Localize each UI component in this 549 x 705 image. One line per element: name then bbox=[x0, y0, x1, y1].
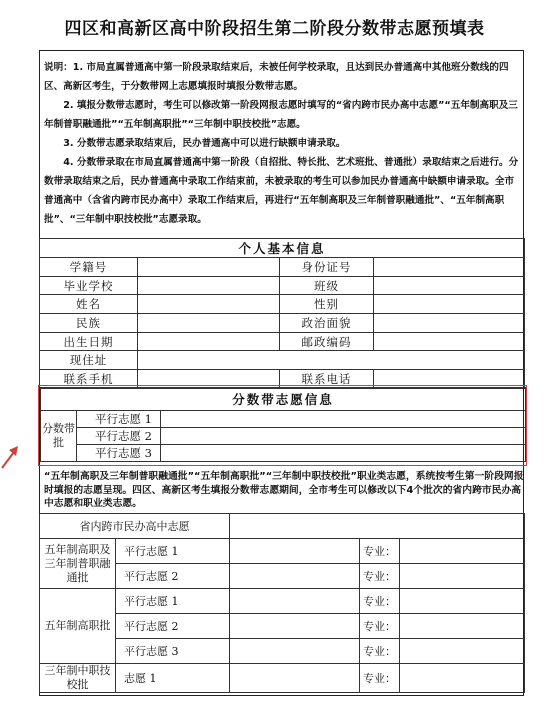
input-gender[interactable] bbox=[374, 295, 525, 314]
personal-info-header: 个人基本信息 bbox=[40, 239, 525, 258]
band-choice-3-label: 平行志愿 3 bbox=[77, 445, 161, 462]
cross-city-input[interactable] bbox=[230, 514, 525, 539]
band-choice-2-label: 平行志愿 2 bbox=[77, 428, 161, 445]
band-choice-1-input[interactable] bbox=[161, 411, 526, 428]
band-side-label: 分数带批 bbox=[41, 411, 77, 462]
input-name[interactable] bbox=[138, 295, 280, 314]
group-3-name: 三年制中职技校批 bbox=[40, 664, 116, 693]
group-1-choice-2-label: 平行志愿 2 bbox=[116, 564, 230, 589]
vocational-table bbox=[39, 513, 525, 693]
group-2-choice-3-major-label: 专业： bbox=[360, 639, 400, 664]
label-birthdate: 出生日期 bbox=[40, 332, 138, 351]
group-2-choice-2-major-input[interactable] bbox=[400, 614, 525, 639]
label-name: 姓名 bbox=[40, 295, 138, 314]
group-2-choice-1-input[interactable] bbox=[230, 589, 360, 614]
note-3: 3. 分数带志愿录取结束后，民办普通高中可以进行缺额申请录取。 bbox=[63, 138, 346, 149]
group-1-choice-1-input[interactable] bbox=[230, 539, 360, 564]
group-1-choice-1-major-input[interactable] bbox=[400, 539, 525, 564]
cross-city-label: 省内跨市民办高中志愿 bbox=[40, 514, 230, 539]
group-2-choice-3-label: 平行志愿 3 bbox=[116, 639, 230, 664]
band-choice-2-input[interactable] bbox=[161, 428, 526, 445]
arrow-icon bbox=[0, 440, 34, 470]
group-2-choice-1-major-input[interactable] bbox=[400, 589, 525, 614]
input-address[interactable] bbox=[138, 351, 525, 370]
input-ethnicity[interactable] bbox=[138, 314, 280, 333]
label-political: 政治面貌 bbox=[280, 314, 374, 333]
group-2-choice-1-major-label: 专业： bbox=[360, 589, 400, 614]
instructions bbox=[44, 58, 522, 229]
vocational-note: “五年制高职及三年制普职融通批”“五年制高职批”“三年制中职技校批”职业类志愿，系统按考生第一阶段网报时填报的志愿呈现。四区、高新区考生填报分数带志愿期间，全市考生可以修改以下4个批次的省内跨市民办高中志愿和职业类志愿。 bbox=[44, 471, 524, 509]
input-student-id[interactable] bbox=[138, 258, 280, 277]
group-2-name: 五年制高职批 bbox=[40, 589, 116, 664]
note-4: 4. 分数带录取在市局直属普通高中第一阶段（自招批、特长批、艺术班批、普通批）录取结束之后进行。分数带录取结束之后，民办普通高中录取工作结束前，未被录取的考生可以参加民办普通高中缺额申请录取。全市普通高中（含省内跨市民办高中）录取工作结束后，再进行“五年制高职及三年制普职融通批”、“五年制高职批”、“三年制中职技校批”志愿录取。 bbox=[44, 157, 519, 225]
input-birthdate[interactable] bbox=[138, 332, 280, 351]
group-1-name: 五年制高职及三年制普职融通批 bbox=[40, 539, 116, 589]
input-postcode[interactable] bbox=[374, 332, 525, 351]
group-1-choice-1-label: 平行志愿 1 bbox=[116, 539, 230, 564]
label-address: 现住址 bbox=[40, 351, 138, 370]
band-choice-1-label: 平行志愿 1 bbox=[77, 411, 161, 428]
label-class: 班级 bbox=[280, 276, 374, 295]
input-class[interactable] bbox=[374, 276, 525, 295]
band-header: 分数带志愿信息 bbox=[41, 388, 526, 411]
label-school: 毕业学校 bbox=[40, 276, 138, 295]
label-ethnicity: 民族 bbox=[40, 314, 138, 333]
group-2-choice-3-input[interactable] bbox=[230, 639, 360, 664]
input-political[interactable] bbox=[374, 314, 525, 333]
label-student-id: 学籍号 bbox=[40, 258, 138, 277]
group-2-choice-2-major-label: 专业： bbox=[360, 614, 400, 639]
group-1-choice-2-input[interactable] bbox=[230, 564, 360, 589]
group-2-choice-1-label: 平行志愿 1 bbox=[116, 589, 230, 614]
group-2-choice-2-label: 平行志愿 2 bbox=[116, 614, 230, 639]
band-table bbox=[40, 387, 526, 462]
label-mobile: 联系手机 bbox=[40, 370, 138, 389]
label-postcode: 邮政编码 bbox=[280, 332, 374, 351]
group-1-choice-1-major-label: 专业： bbox=[360, 539, 400, 564]
label-telephone: 联系电话 bbox=[280, 370, 374, 389]
label-gender: 性别 bbox=[280, 295, 374, 314]
band-choice-3-input[interactable] bbox=[161, 445, 526, 462]
input-school[interactable] bbox=[138, 276, 280, 295]
group-3-choice-1-label: 志愿 1 bbox=[116, 664, 230, 693]
group-2-choice-3-major-input[interactable] bbox=[400, 639, 525, 664]
group-1-choice-2-major-label: 专业： bbox=[360, 564, 400, 589]
note-1: 说明：1. 市局直属普通高中第一阶段录取结束后，未被任何学校录取，且达到民办普通高中其他班分数线的四区、高新区考生，于分数带网上志愿填报时填报分数带志愿。 bbox=[44, 62, 509, 92]
group-3-choice-1-input[interactable] bbox=[230, 664, 360, 693]
group-1-choice-2-major-input[interactable] bbox=[400, 564, 525, 589]
input-id-number[interactable] bbox=[374, 258, 525, 277]
group-3-choice-1-major-label: 专业： bbox=[360, 664, 400, 693]
note-2: 2. 填报分数带志愿时，考生可以修改第一阶段网报志愿时填写的“省内跨市民办高中志愿”“五年制高职及三年制普职融通批”“五年制高职批”“三年制中职技校批”志愿。 bbox=[44, 100, 518, 130]
label-id-number: 身份证号 bbox=[280, 258, 374, 277]
group-3-choice-1-major-input[interactable] bbox=[400, 664, 525, 693]
page-title: 四区和高新区高中阶段招生第二阶段分数带志愿预填表 bbox=[64, 19, 485, 39]
personal-info-table bbox=[39, 238, 525, 389]
group-2-choice-2-input[interactable] bbox=[230, 614, 360, 639]
